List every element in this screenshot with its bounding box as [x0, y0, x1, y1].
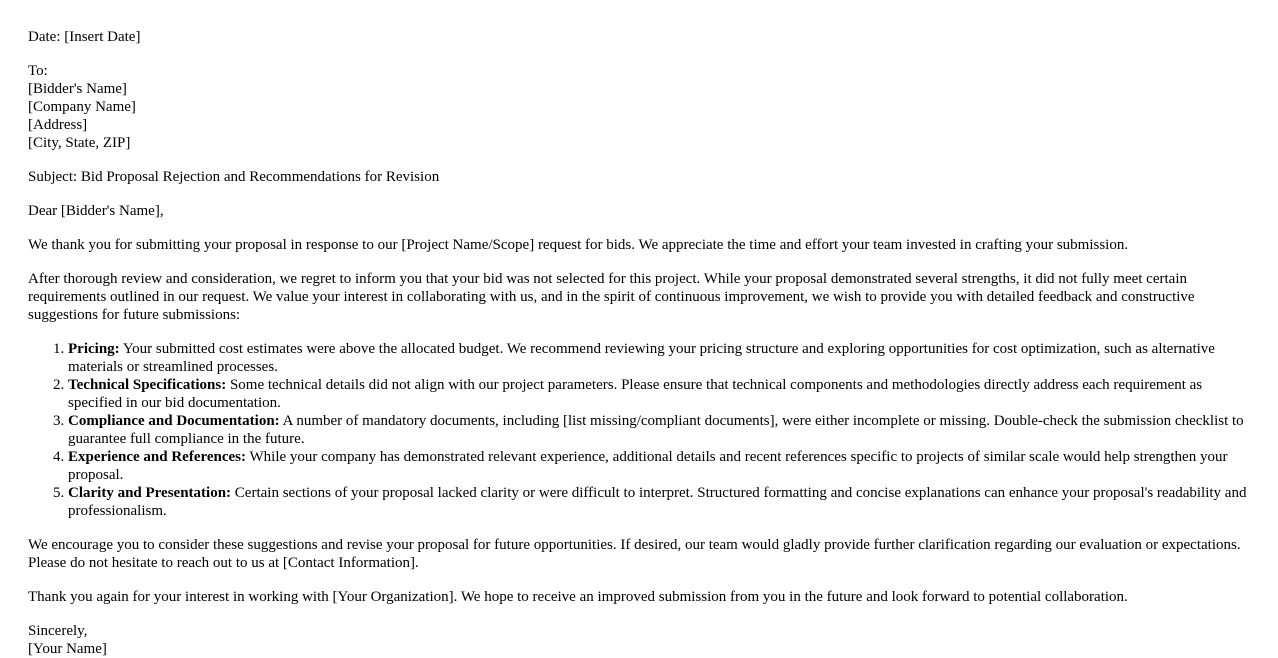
paragraph-thanks: We thank you for submitting your proposal in response to our [Project Name/Scope] request for bids. We appreciate the time and effort your team invested in crafting your submission. — [28, 237, 1129, 253]
signoff-block — [28, 622, 1258, 658]
list-item — [68, 484, 1258, 520]
recommendations-list — [28, 340, 1258, 520]
subject-line: Subject: Bid Proposal Rejection and Recommendations for Revision — [28, 169, 440, 185]
recommendation-text: A number of mandatory documents, including [list missing/compliant documents], were either incomplete or missing. Double-check the submission checklist to guarantee full compliance in the future. — [68, 413, 1244, 447]
date-line: Date: [Insert Date] — [28, 29, 141, 45]
recommendation-title: Experience and References: — [68, 449, 247, 465]
recipient-block — [28, 62, 1258, 152]
recommendation-text: Certain sections of your proposal lacked clarity or were difficult to interpret. Structured formatting and concise explanations can enhance your proposal's readability and professionalism. — [68, 485, 1247, 519]
recommendation-title: Clarity and Presentation: — [68, 485, 232, 501]
list-item — [68, 448, 1258, 484]
paragraph-encourage: We encourage you to consider these suggestions and revise your proposal for future opportunities. If desired, our team would gladly provide further clarification regarding our evaluation or expectations. Please do not hesitate to reach out to us at [Contact Information]. — [28, 537, 1241, 571]
recipient-address: [Address] — [28, 117, 88, 133]
paragraph-closing-thanks: Thank you again for your interest in working with [Your Organization]. We hope to receive an improved submission from you in the future and look forward to potential collaboration. — [28, 589, 1128, 605]
recommendation-text: Some technical details did not align with our project parameters. Please ensure that technical components and methodologies directly address each requirement as specified in our bid documentation. — [68, 377, 1203, 411]
salutation: Dear [Bidder's Name], — [28, 203, 164, 219]
signoff-name: [Your Name] — [28, 641, 107, 657]
paragraph-decision: After thorough review and consideration, we regret to inform you that your bid was not selected for this project. While your proposal demonstrated several strengths, it did not fully meet certain requirements outlined in our request. We value your interest in collaborating with us, and in the spirit of continuous improvement, we wish to provide you with detailed feedback and constructive suggestions for future submissions: — [28, 271, 1195, 323]
recommendation-title: Compliance and Documentation: — [68, 413, 280, 429]
recipient-name: [Bidder's Name] — [28, 81, 127, 97]
recipient-to-label: To: — [28, 63, 48, 79]
recipient-company: [Company Name] — [28, 99, 136, 115]
signoff-closing: Sincerely, — [28, 623, 88, 639]
list-item — [68, 412, 1258, 448]
recommendation-text: While your company has demonstrated relevant experience, additional details and recent references specific to projects of similar scale would help strengthen your proposal. — [68, 449, 1228, 483]
recommendation-title: Pricing: — [68, 341, 120, 357]
list-item — [68, 340, 1258, 376]
recipient-city-state-zip: [City, State, ZIP] — [28, 135, 131, 151]
recommendation-text: Your submitted cost estimates were above the allocated budget. We recommend reviewing your pricing structure and exploring opportunities for cost optimization, such as alternative materials or streamlined processes. — [68, 341, 1215, 375]
list-item — [68, 376, 1258, 412]
recommendation-title: Technical Specifications: — [68, 377, 227, 393]
